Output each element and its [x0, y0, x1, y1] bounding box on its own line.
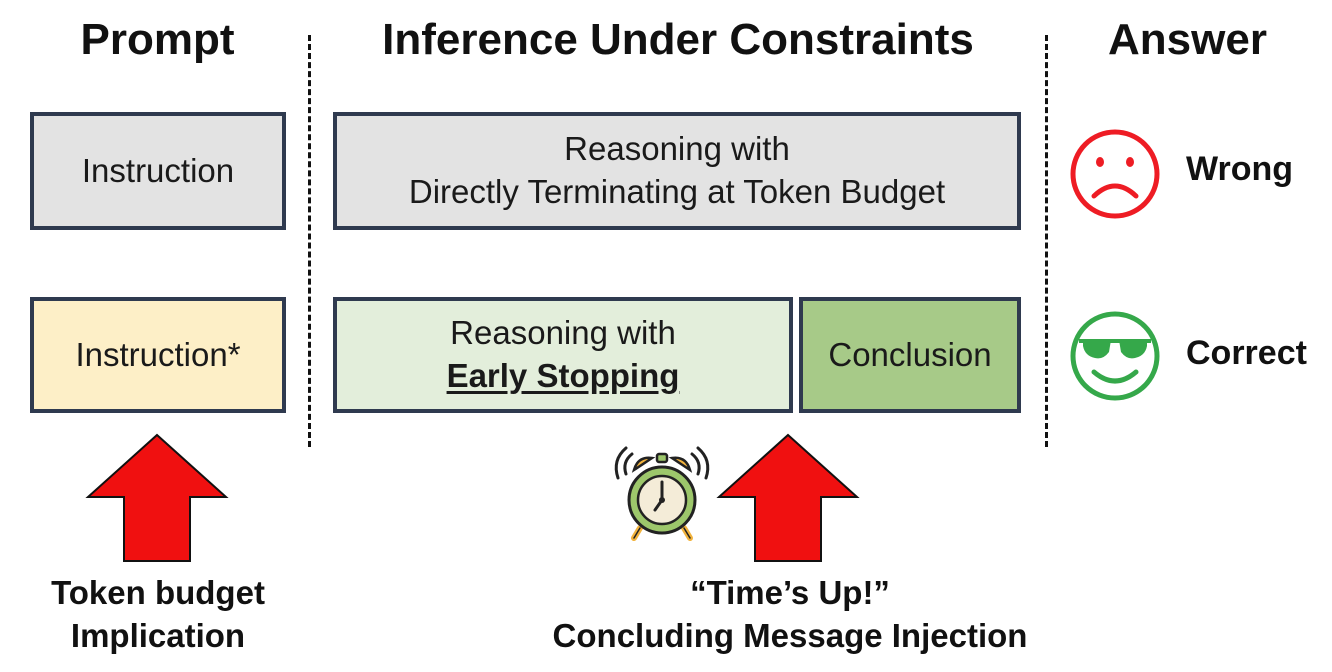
times-up-line1: “Time’s Up!” — [690, 574, 890, 611]
up-arrow-icon-right — [717, 433, 859, 563]
wrong-label: Wrong — [1186, 150, 1294, 188]
direct-termination-line2: Directly Terminating at Token Budget — [408, 173, 946, 210]
correct-label: Correct — [1186, 334, 1307, 372]
times-up-caption — [500, 572, 1080, 658]
direct-termination-line1: Reasoning with — [564, 130, 790, 168]
instruction-star-label: Instruction* — [75, 335, 241, 373]
instruction-label: Instruction — [81, 151, 235, 189]
alarm-clock-icon — [612, 444, 712, 544]
prompt-heading: Prompt — [80, 15, 235, 64]
divider-left — [308, 35, 311, 447]
inference-heading: Inference Under Constraints — [382, 15, 974, 64]
instruction-star-box — [30, 297, 286, 413]
sad-face-icon — [1067, 126, 1163, 222]
early-stopping-line1: Reasoning with — [450, 314, 676, 352]
instruction-box — [30, 112, 286, 230]
sunglasses-face-icon — [1067, 308, 1163, 404]
early-stopping-line2: Early Stopping — [446, 357, 680, 394]
token-budget-line2: Implication — [70, 616, 246, 654]
token-budget-line1: Token budget — [51, 574, 265, 611]
answer-heading: Answer — [1108, 15, 1267, 64]
direct-termination-box — [333, 112, 1021, 230]
early-stopping-box — [333, 297, 793, 413]
times-up-line2: Concluding Message Injection — [552, 616, 1028, 654]
divider-right — [1045, 35, 1048, 447]
conclusion-box — [799, 297, 1021, 413]
token-budget-caption — [20, 572, 296, 658]
conclusion-label: Conclusion — [828, 335, 992, 373]
up-arrow-icon-left — [86, 433, 228, 563]
